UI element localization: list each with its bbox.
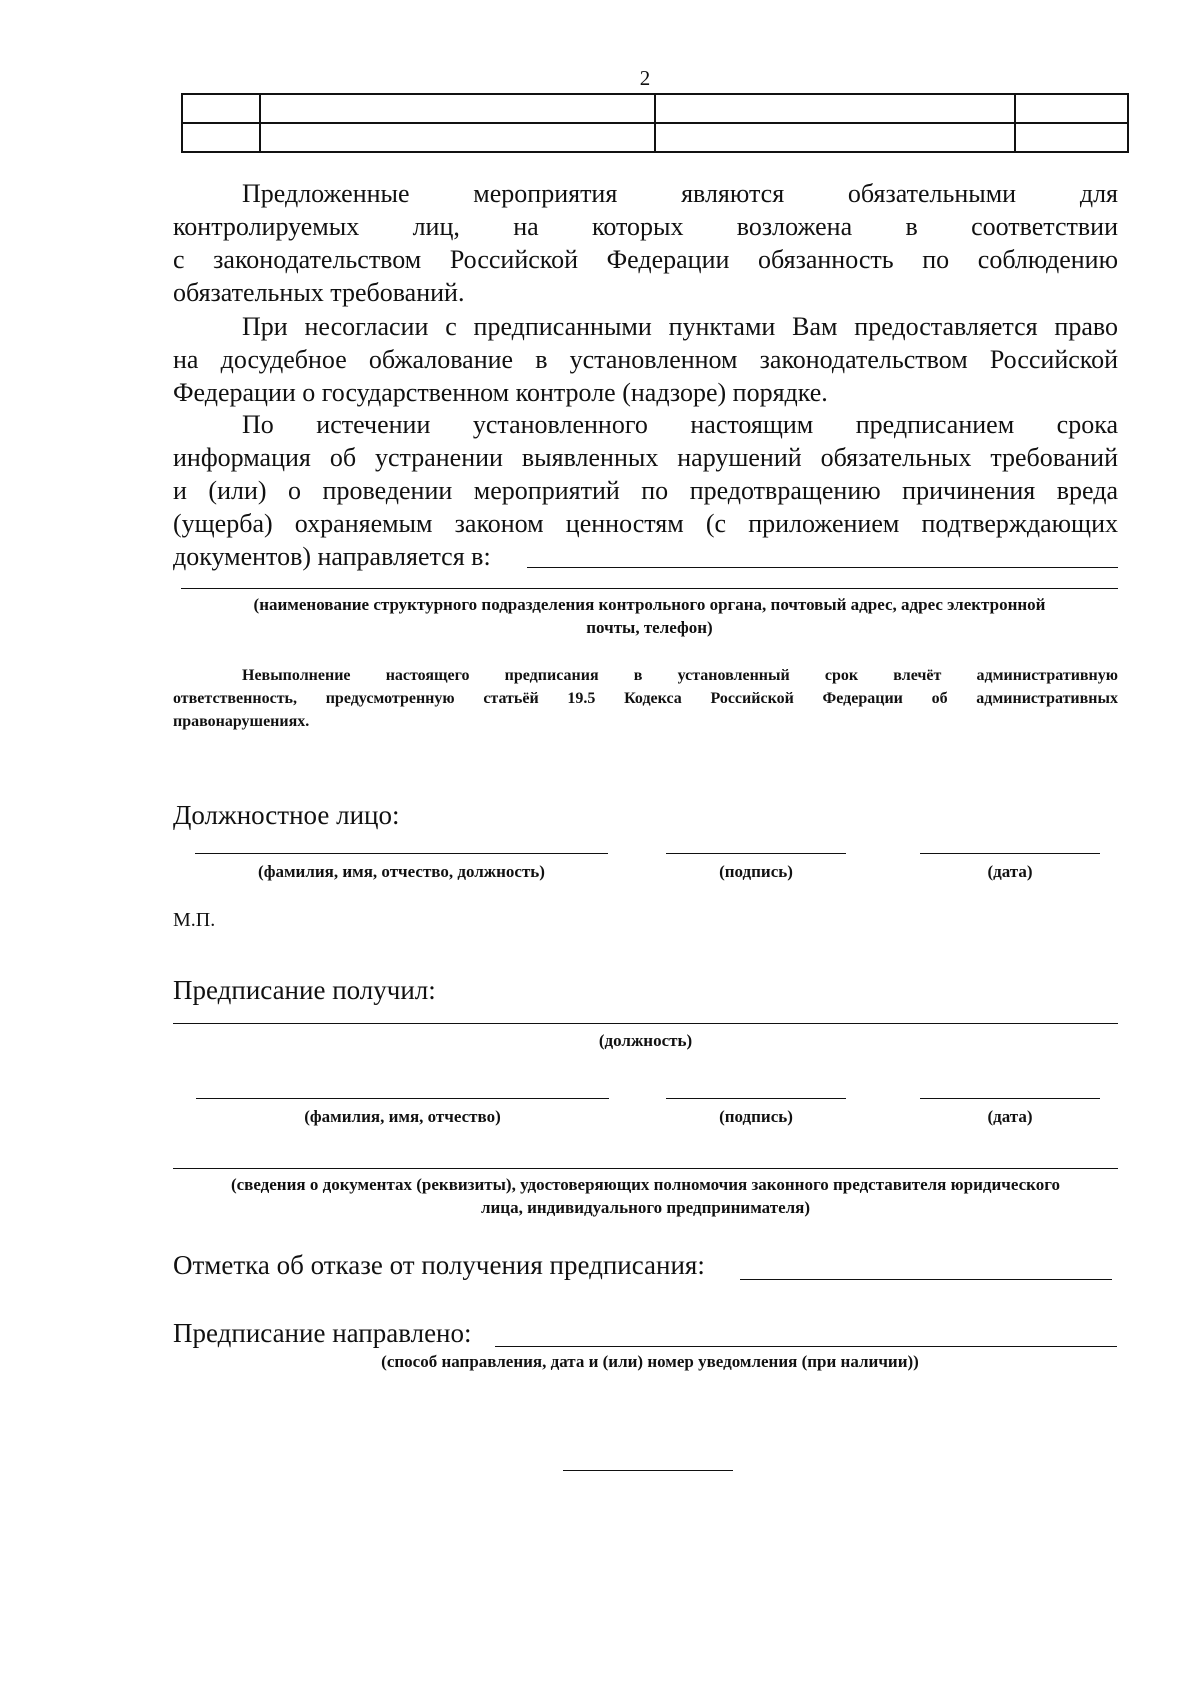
official-date-caption: (дата) [987, 862, 1033, 881]
sent-fill-line [495, 1346, 1117, 1347]
notice-line-3: правонарушениях. [173, 713, 310, 730]
refusal-heading: Отметка об отказе от получения предписания: [173, 1250, 705, 1280]
paragraph-3-line-4: (ущерба) охраняемым законом ценностям (с приложением подтверждающих [173, 509, 1118, 538]
official-name-line [195, 853, 608, 854]
paragraph-1-line-1: Предложенные мероприятия являются обязательными для [242, 179, 1118, 208]
table-row [182, 94, 1128, 123]
paragraph-3-line-5: документов) направляется в: [173, 542, 491, 571]
recipient-date-line [920, 1098, 1100, 1099]
recipient-fill-line [527, 567, 1118, 568]
page-number: 2 [639, 66, 651, 90]
recipient-org-line [181, 588, 1118, 589]
paragraph-1-line-3: с законодательством Российской Федерации обязанность по соблюдению [173, 245, 1118, 274]
paragraph-3-line-1: По истечении установленного настоящим предписанием срока [242, 410, 1118, 439]
paragraph-1-line-4: обязательных требований. [173, 278, 465, 307]
official-signature-line [666, 853, 846, 854]
sent-heading: Предписание направлено: [173, 1318, 472, 1348]
representative-docs-line [173, 1168, 1118, 1169]
recipient-org-caption-line-1: (наименование структурного подразделения контрольного органа, почтовый адрес, адрес электронной [253, 595, 1046, 614]
recipient-org-caption-line-2: почты, телефон) [586, 618, 713, 637]
paragraph-1-line-2: контролируемых лиц, на которых возложена в соответствии [173, 212, 1118, 241]
official-name-caption: (фамилия, имя, отчество, должность) [258, 862, 545, 881]
refusal-fill-line [740, 1279, 1112, 1280]
official-signature-caption: (подпись) [719, 862, 793, 881]
paragraph-2-line-3: Федерации о государственном контроле (надзоре) порядке. [173, 378, 828, 407]
table-row [182, 123, 1128, 152]
paragraph-2-line-1: При несогласии с предписанными пунктами Вам предоставляется право [242, 312, 1118, 341]
recipient-name-line [196, 1098, 609, 1099]
paragraph-3-line-3: и (или) о проведении мероприятий по предотвращению причинения вреда [173, 476, 1118, 505]
official-heading: Должностное лицо: [173, 800, 400, 830]
position-caption: (должность) [598, 1031, 693, 1050]
official-date-line [920, 853, 1100, 854]
representative-docs-caption-line-1: (сведения о документах (реквизиты), удостоверяющих полномочия законного представителя юридического [230, 1175, 1061, 1194]
end-separator-line [563, 1470, 733, 1471]
recipient-signature-caption: (подпись) [719, 1107, 793, 1126]
recipient-signature-line [666, 1098, 846, 1099]
notice-line-1: Невыполнение настоящего предписания в установленный срок влечёт административную [242, 667, 1118, 684]
recipient-name-caption: (фамилия, имя, отчество) [304, 1107, 501, 1126]
paragraph-2-line-2: на досудебное обжалование в установленном законодательством Российской [173, 345, 1118, 374]
paragraph-3-line-2: информация об устранении выявленных нарушений обязательных требований [173, 443, 1118, 472]
received-heading: Предписание получил: [173, 975, 436, 1005]
representative-docs-caption-line-2: лица, индивидуального предпринимателя) [480, 1198, 811, 1217]
sending-method-caption: (способ направления, дата и (или) номер уведомления (при наличии)) [381, 1352, 919, 1371]
stamp-place-label: М.П. [173, 909, 216, 931]
notice-line-2: ответственность, предусмотренную статьёй 19.5 Кодекса Российской Федерации об административных [173, 690, 1118, 707]
measures-table-fragment [181, 93, 1129, 153]
recipient-date-caption: (дата) [987, 1107, 1033, 1126]
position-line [173, 1023, 1118, 1024]
